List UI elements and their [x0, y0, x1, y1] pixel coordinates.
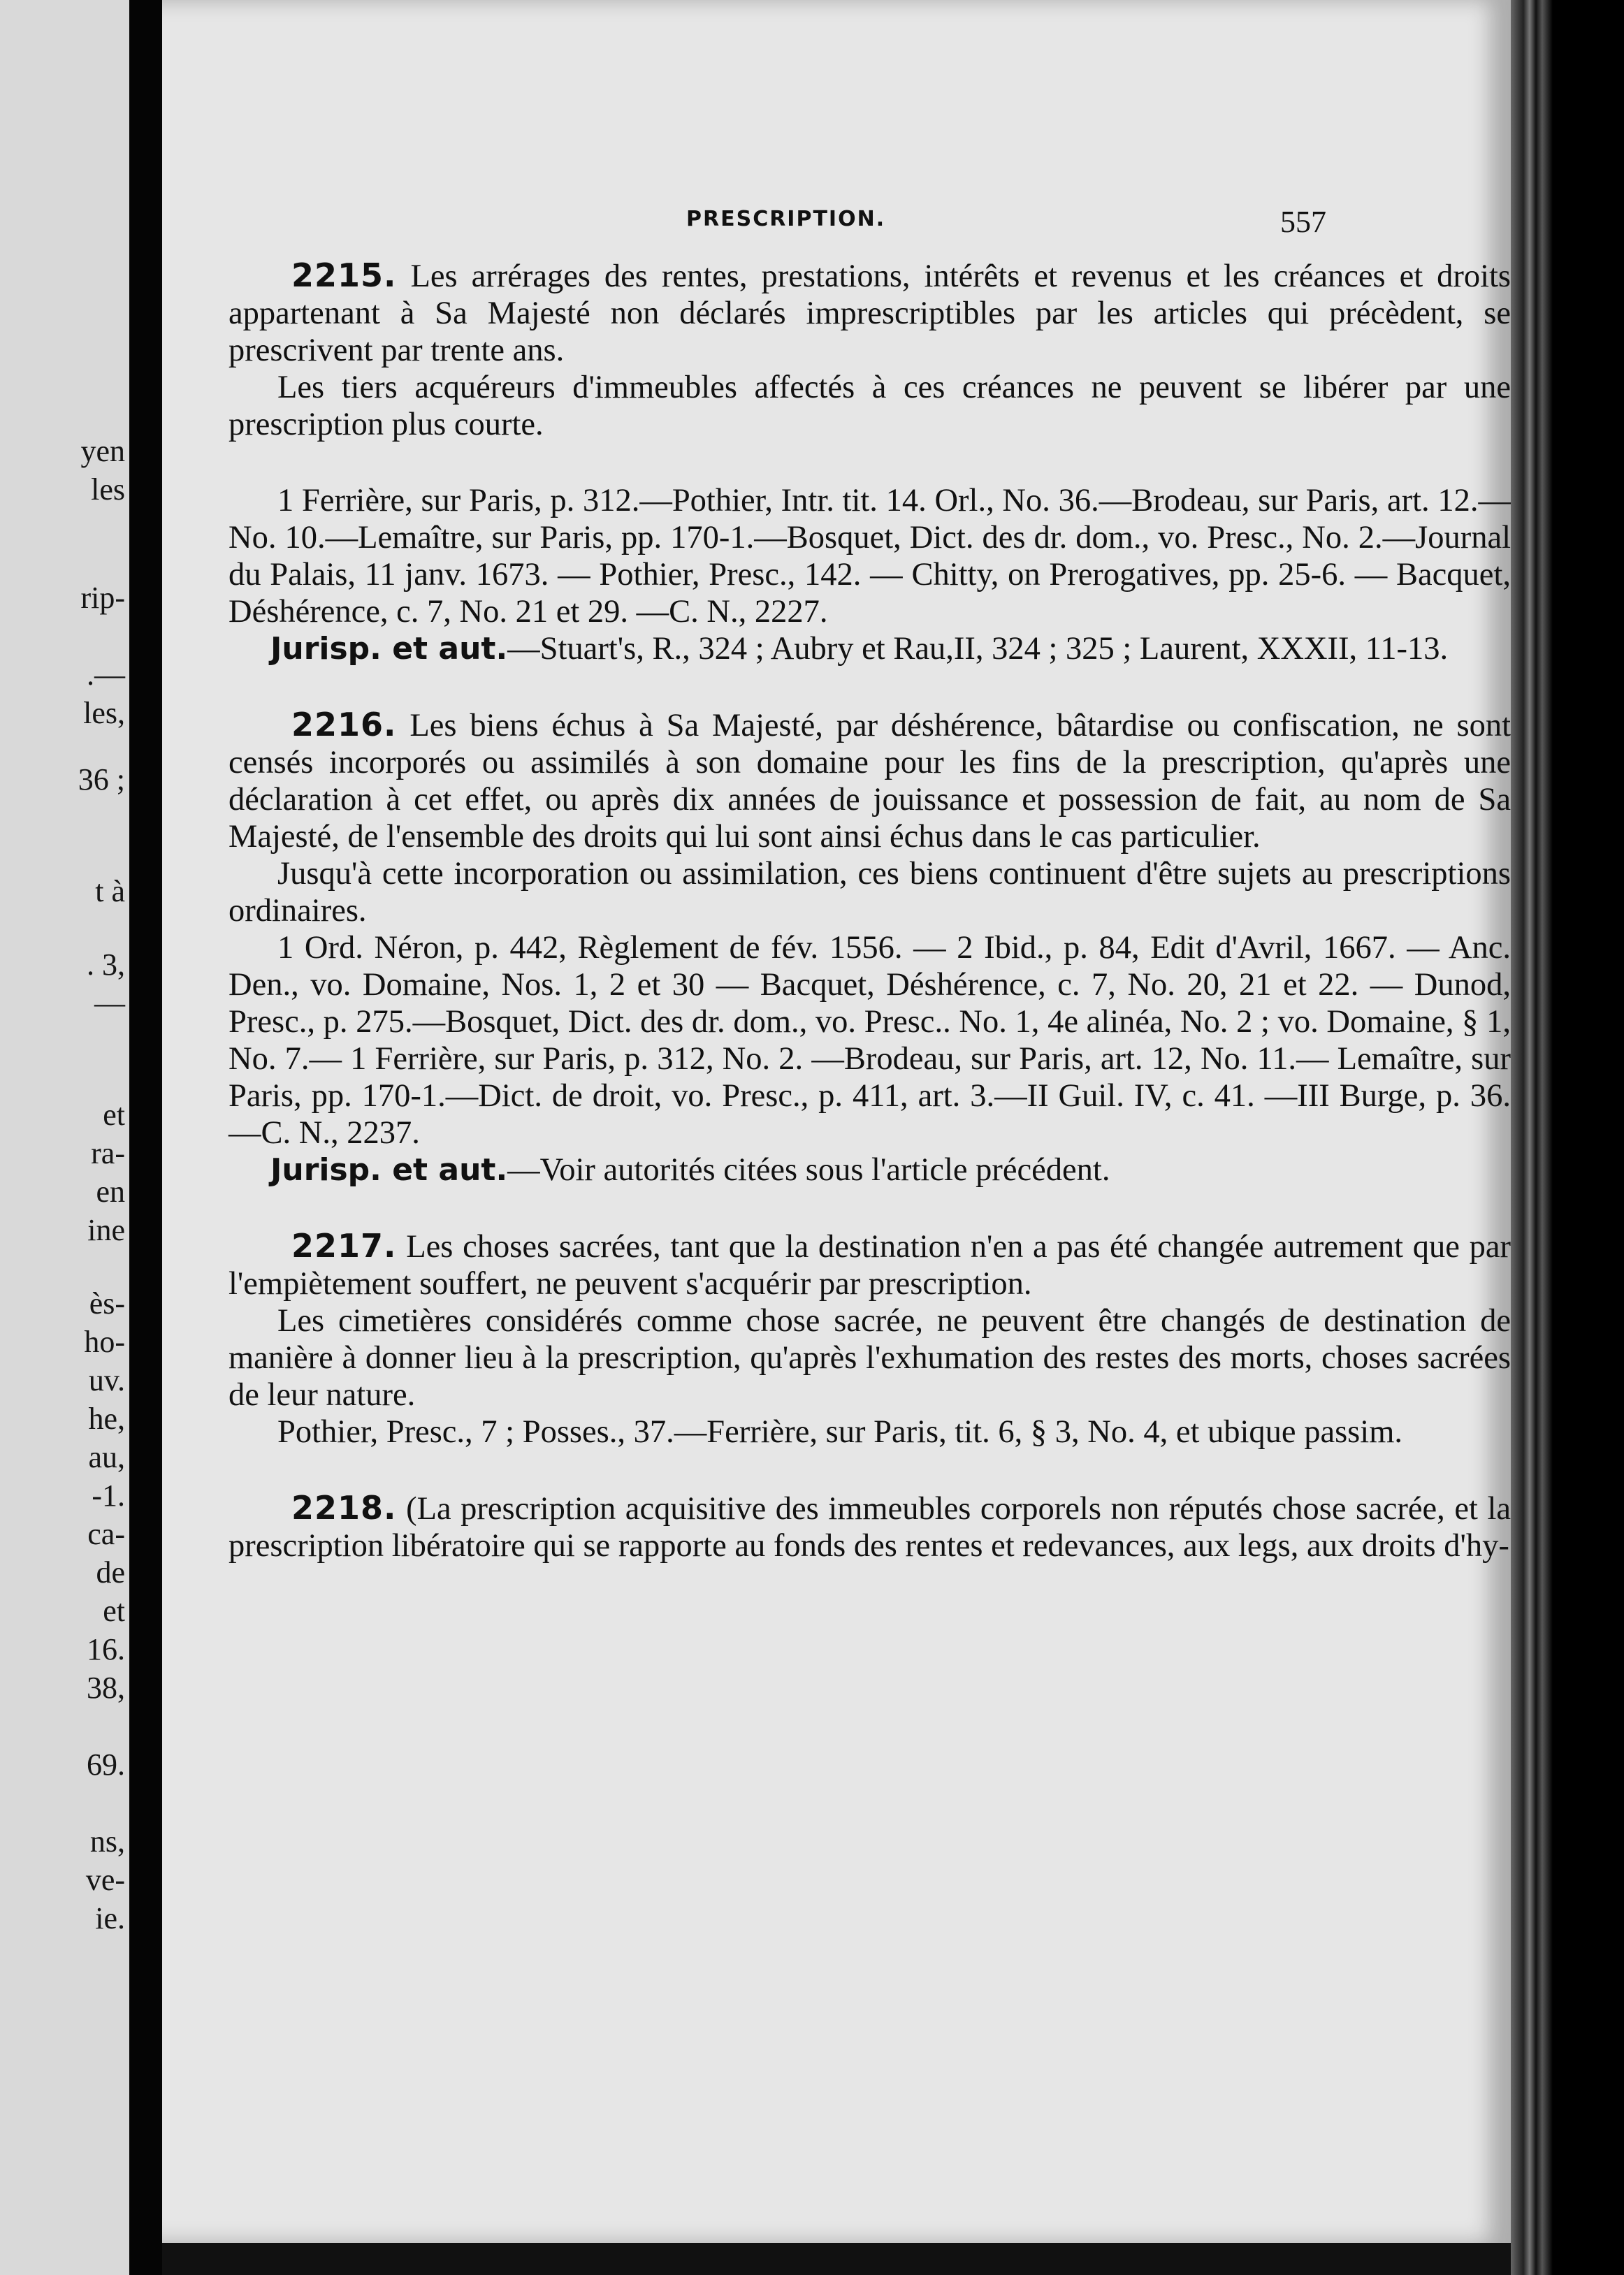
article-2218 [229, 1490, 1511, 1564]
article-paragraph: 2218. (La prescription acquisitive des immeubles corporels non réputés chose sacrée, et la prescription libératoire qui se rapporte au fonds des rentes et redevances, aux legs, aux droits d'hy- [229, 1489, 1511, 1564]
left-page-text-fragment: rip- [80, 581, 125, 615]
book-page [162, 0, 1511, 2243]
page-edge-stack [1511, 0, 1553, 2275]
left-page-text-fragment: . 3, [87, 947, 125, 982]
left-page-text-fragment: ie. [95, 1901, 125, 1935]
left-page-text-fragment: .— [87, 657, 125, 692]
running-head: PRESCRIPTION. [686, 207, 886, 231]
left-page-text-fragment: t à [95, 874, 125, 908]
left-page-text-fragment: he, [88, 1402, 125, 1436]
left-page-text-fragment: yen [80, 434, 125, 468]
jurisprudence-label: Jurisp. et aut. [270, 1152, 508, 1188]
article-references: 1 Ord. Néron, p. 442, Règlement de fév. 1556. — 2 Ibid., p. 84, Edit d'Avril, 1667. — Anc. Den., vo. Domaine, Nos. 1, 2 et 30 — Bacquet, Déshérence, c. 7, No. 20, 21 et 22. — Dunod, Presc., p. 275.—Bosquet, Dict. des dr. dom., vo. Presc.. No. 1, 4e alinéa, No. 2 ; vo. Domaine, § 1, No. 7.— 1 Ferrière, sur Paris, p. 312, No. 2. —Brodeau, sur Paris, art. 12, No. 11.— Lemaître, sur Paris, pp. 170-1.—Dict. de droit, vo. Presc., p. 411, art. 3.—II Guil. IV, c. 41. —III Burge, p. 36.—C. N., 2237. [229, 930, 1511, 1151]
left-page-text-fragment: ca- [87, 1517, 125, 1551]
left-page-text-fragment: ine [87, 1213, 125, 1247]
article-references: 1 Ferrière, sur Paris, p. 312.—Pothier, Intr. tit. 14. Orl., No. 36.—Brodeau, sur Paris, art. 12.—No. 10.—Lemaître, sur Paris, pp. 170-1.—Bosquet, Dict. des dr. dom., vo. Presc., No. 2.—Journal du Palais, 11 janv. 1673. — Pothier, Presc., 142. — Chitty, on Prerogatives, pp. 25-6. — Bacquet, Déshérence, c. 7, No. 21 et 29. —C. N., 2227. [229, 483, 1511, 630]
left-page-text-fragment: ès- [89, 1286, 125, 1321]
book-gutter [129, 0, 162, 2275]
page-body [229, 257, 1511, 1564]
article-number: 2215. [291, 256, 397, 294]
article-2217 [229, 1228, 1511, 1451]
left-page-text-fragment: les, [83, 696, 125, 730]
article-number: 2217. [291, 1227, 397, 1265]
adjacent-left-page [0, 0, 129, 2275]
left-page-text-fragment: et [103, 1594, 125, 1628]
article-paragraph: 2215. Les arrérages des rentes, prestations, intérêts et revenus et les créances et droits appartenant à Sa Majesté non déclarés imprescriptibles par les articles qui précèdent, se prescrivent par trente ans. [229, 256, 1511, 368]
left-page-text-fragment: 38, [87, 1671, 125, 1705]
left-page-text-fragment: — [94, 986, 125, 1020]
left-page-text-fragment: 36 ; [78, 762, 125, 797]
jurisprudence-note: Jurisp. et aut.—Stuart's, R., 324 ; Aubry et Rau,II, 324 ; 325 ; Laurent, XXXII, 11-13. [270, 631, 1449, 667]
article-paragraph: 2216. Les biens échus à Sa Majesté, par déshérence, bâtardise ou confiscation, ne sont censés incorporés ou assimilés à son domaine pour les fins de la prescription, qu'après une déclaration à cet effet, ou après dix années de jouissance et possession de fait, au nom de Sa Majesté, de l'ensemble des droits qui lui sont ainsi échus dans le cas particulier. [229, 706, 1511, 855]
left-page-text-fragment: 16. [87, 1632, 125, 1666]
jurisprudence-label: Jurisp. et aut. [270, 631, 508, 667]
article-2215 [229, 257, 1511, 667]
article-references: Pothier, Presc., 7 ; Posses., 37.—Ferrière, sur Paris, tit. 6, § 3, No. 4, et ubique passim. [277, 1414, 1402, 1450]
article-paragraph: 2217. Les choses sacrées, tant que la destination n'en a pas été changée autrement que par l'empiètement souffert, ne peuvent s'acquérir par prescription. [229, 1227, 1511, 1302]
scan-bottom-border [162, 2243, 1511, 2275]
page-number: 557 [1280, 205, 1326, 239]
left-page-text-fragment: les [91, 472, 125, 507]
article-paragraph: Jusqu'à cette incorporation ou assimilation, ces biens continuent d'être sujets au prescriptions ordinaires. [229, 856, 1511, 929]
left-page-text-fragment: ho- [84, 1325, 125, 1359]
left-page-text-fragment: en [96, 1175, 125, 1209]
jurisprudence-note: Jurisp. et aut.—Voir autorités citées sous l'article précédent. [270, 1152, 1110, 1188]
left-page-text-fragment: ve- [85, 1863, 125, 1897]
left-page-text-fragment: ns, [89, 1824, 125, 1859]
article-number: 2218. [291, 1489, 397, 1527]
left-page-text-fragment: uv. [88, 1363, 125, 1397]
left-page-text-fragment: de [96, 1555, 125, 1590]
left-page-text-fragment: -1. [92, 1478, 125, 1513]
left-page-text-fragment: et [103, 1098, 125, 1132]
article-number: 2216. [291, 706, 397, 743]
left-page-text-fragment: au, [88, 1440, 125, 1474]
article-paragraph: Les cimetières considérés comme chose sacrée, ne peuvent être changés de destination de manière à donner lieu à la prescription, qu'après l'exhumation des restes des morts, choses sacrées de leur nature. [229, 1303, 1511, 1413]
article-2216 [229, 706, 1511, 1189]
left-page-text-fragment: ra- [91, 1136, 125, 1170]
article-paragraph: Les tiers acquéreurs d'immeubles affectés à ces créances ne peuvent se libérer par une prescription plus courte. [229, 370, 1511, 442]
page-header [162, 204, 1511, 246]
left-page-text-fragment: 69. [87, 1747, 125, 1782]
